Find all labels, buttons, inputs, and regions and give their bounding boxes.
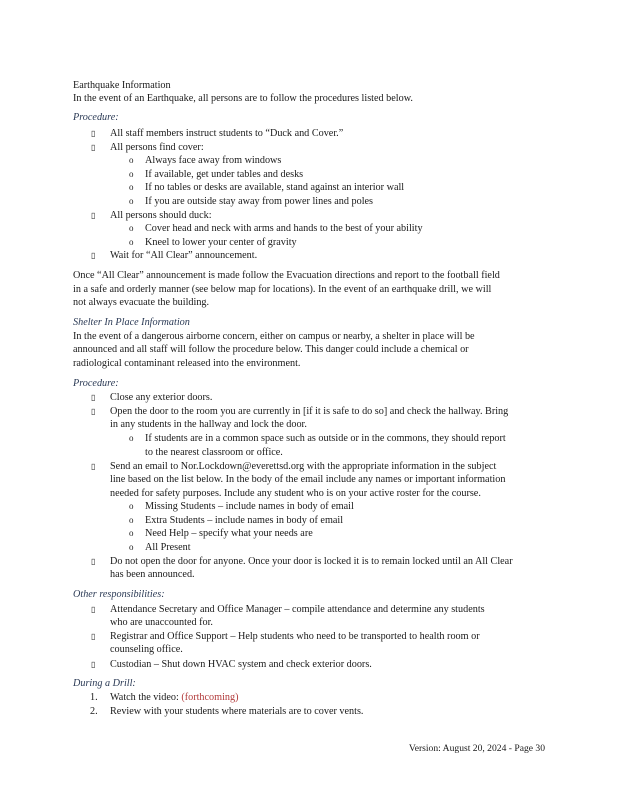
drill-title: During a Drill: — [73, 678, 136, 689]
sub-list-item-continuation: to the nearest classroom or office. — [145, 447, 283, 458]
bullet-icon: ▯ — [91, 407, 96, 416]
paragraph-line: Once “All Clear” announcement is made follow the Evacuation directions and report to the football field — [73, 270, 500, 281]
item-number: 1. — [90, 692, 98, 703]
bullet-icon: ▯ — [91, 129, 96, 138]
bullet-icon: ▯ — [91, 557, 96, 566]
bullet-icon: ▯ — [91, 462, 96, 471]
circle-bullet-icon: o — [129, 237, 134, 247]
bullet-icon: ▯ — [91, 143, 96, 152]
list-item-continuation: in any students in the hallway and lock the door. — [110, 419, 307, 430]
circle-bullet-icon: o — [129, 542, 134, 552]
other-title: Other responsibilities: — [73, 589, 165, 600]
shelter-procedure-label: Procedure: — [73, 378, 119, 389]
list-item-continuation: needed for safety purposes. Include any student who is on your active roster for the course. — [110, 488, 481, 499]
circle-bullet-icon: o — [129, 182, 134, 192]
bullet-icon: ▯ — [91, 211, 96, 220]
circle-bullet-icon: o — [129, 501, 134, 511]
bullet-icon: ▯ — [91, 605, 96, 614]
document-page: Earthquake Information In the event of an Earthquake, all persons are to follow the procedures listed below. Procedure: ▯ All staff members instruct students to “Duck and Cover.” ▯ All persons find cover: o Always face away from windows o If available, get under tables and desks o If no tables or desks are available, stand against an interior wall o If you are outside stay away from power lines and poles ▯ All persons should duck: o Cover head and neck with arms and hands to the best of your ability o Kneel to lower your center of gravity ▯ Wait for “All Clear” announcement. Once “All Clear” announcement is made follow the Evacuation directions and report to the football field in a safe and orderly manner (see below map for locations). In the event of an earthquake drill, we will not always evacuate the building. Shelter In Place Information In the event of a dangerous airborne concern, either on campus or nearby, a shelter in place will be announced and all staff will follow the procedure below. This danger could include a chemical or radiological contaminant released into the environment. Procedure: ▯ Close any exterior doors. ▯ Open the door to the room you are currently in [if it is safe to do so] and check the hallway. Bring in any students in the hallway and lock the door. o If students are in a common space such as outside or in the commons, they should report to the nearest classroom or office. ▯ Send an email to Nor.Lockdown@everettsd.org with the appropriate information in the subject line based on the list below. In the body of the email include any names or important information needed for safety purposes. Include any student who is on your active roster for the course. o Missing Students – include names in body of email o Extra Students – include names in body of email o Need Help – specify what your needs are o All Present ▯ Do not open the door for anyone. Once your door is locked it is to remain locked until an All Clear has been announced. Other responsibilities: ▯ Attendance Secretary and Office Manager – compile attendance and determine any students who are unaccounted for. ▯ Registrar and Office Support – Help students who need to be transported to health room or counseling office. ▯ Custodian – Shut down HVAC system and check exterior doors. During a Drill: 1. Watch the video: (forthcoming) 2. Review with your students where materials are to cover vents. Version: August 20, 2024 - Page 30 — [73, 80, 545, 754]
paragraph-line: In the event of a dangerous airborne concern, either on campus or nearby, a shelter in place will be — [73, 331, 475, 342]
list-item-continuation: has been announced. — [110, 569, 195, 580]
circle-bullet-icon: o — [129, 196, 134, 206]
paragraph-line: not always evacuate the building. — [73, 297, 210, 308]
bullet-icon: ▯ — [91, 632, 96, 641]
page-footer: Version: August 20, 2024 - Page 30 — [408, 743, 545, 754]
circle-bullet-icon: o — [129, 155, 134, 165]
list-item-continuation: line based on the list below. In the body of the email include any names or important information — [110, 474, 506, 485]
list-item-continuation: who are unaccounted for. — [110, 617, 213, 628]
bullet-icon: ▯ — [91, 251, 96, 260]
item-number: 2. — [90, 706, 98, 717]
bullet-icon: ▯ — [91, 393, 96, 402]
bullet-icon: ▯ — [91, 660, 96, 669]
shelter-title: Shelter In Place Information — [73, 317, 190, 328]
paragraph-line: radiological contaminant released into the environment. — [73, 358, 301, 369]
earthquake-title: Earthquake Information — [73, 80, 171, 91]
paragraph-line: announced and all staff will follow the procedure below. This danger could include a chemical or — [73, 344, 469, 355]
drill-item-text: Watch the video: — [110, 692, 179, 703]
circle-bullet-icon: o — [129, 433, 134, 443]
paragraph-line: in a safe and orderly manner (see below map for locations). In the event of an earthquake drill, we will — [73, 284, 492, 295]
list-item-continuation: counseling office. — [110, 644, 183, 655]
circle-bullet-icon: o — [129, 515, 134, 525]
circle-bullet-icon: o — [129, 169, 134, 179]
circle-bullet-icon: o — [129, 528, 134, 538]
circle-bullet-icon: o — [129, 223, 134, 233]
earthquake-procedure-label: Procedure: — [73, 112, 119, 123]
forthcoming-note: (forthcoming) — [181, 692, 239, 703]
earthquake-intro: In the event of an Earthquake, all persons are to follow the procedures listed below. — [73, 93, 413, 104]
